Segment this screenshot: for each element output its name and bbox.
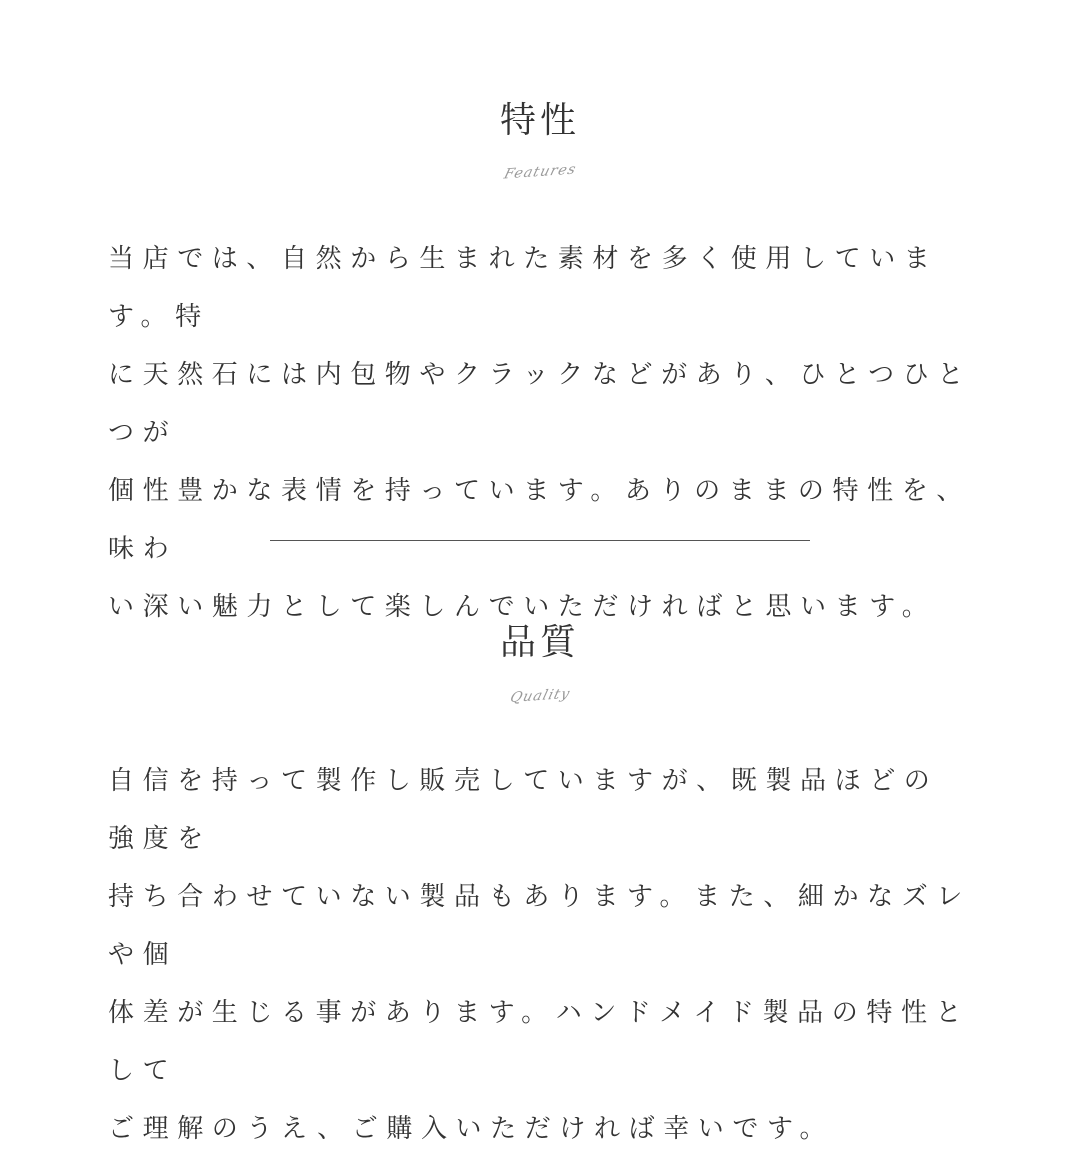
features-subtitle: Features [502,161,578,183]
quality-subtitle: Quality [508,685,572,707]
features-body: 当店では、自然から生まれた素材を多く使用しています。特 に天然石には内包物やクラックなどがあり、ひとつひとつが 個性豊かな表情を持っています。ありのままの特性を、味わ い深い魅力として楽しんでいただければと思います。 [108,244,972,622]
section-divider [270,540,810,541]
quality-body: 自信を持って製作し販売していますが、既製品ほどの強度を 持ち合わせていない製品もあります。また、細かなズレや個 体差が生じる事があります。ハンドメイド製品の特性として ご理解のうえ、ご購入いただければ幸いです。 [108,766,971,1144]
features-title: 特性 [499,100,580,141]
quality-title: 品質 [499,622,580,663]
